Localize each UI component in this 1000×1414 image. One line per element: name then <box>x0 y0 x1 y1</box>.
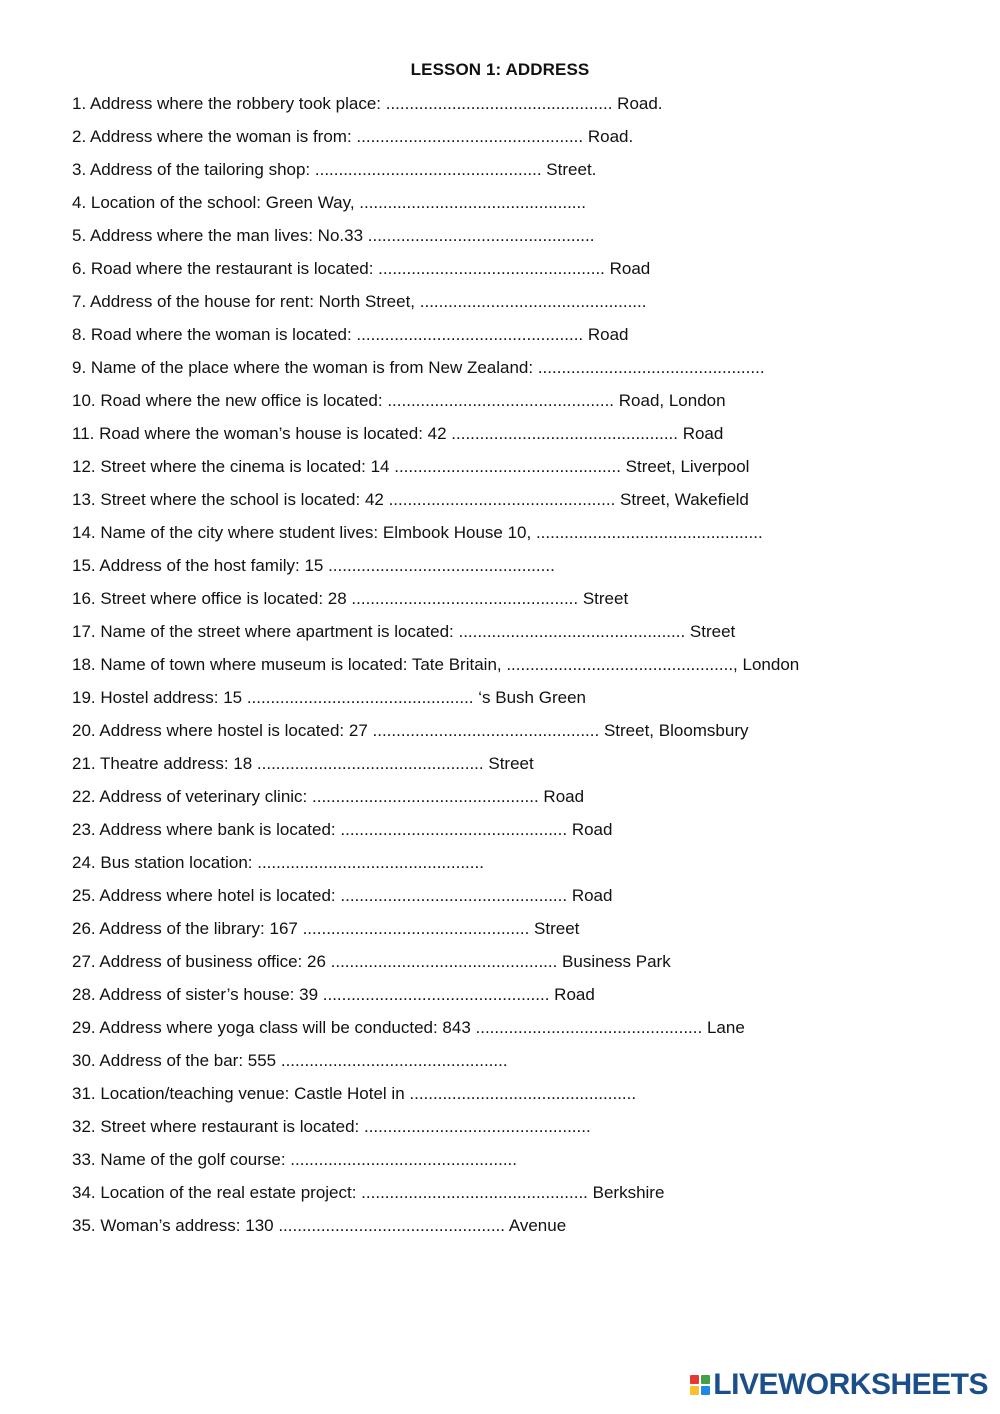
question-item: 15. Address of the host family: 15 ................................................ <box>72 556 555 575</box>
worksheet-title: LESSON 1: ADDRESS <box>410 60 590 79</box>
question-item: 19. Hostel address: 15 ................................................ ‘s Bush Green <box>72 688 586 707</box>
question-item: 34. Location of the real estate project: ................................................ Berkshire <box>72 1183 665 1202</box>
logo-text: LIVEWORKSHEETS <box>713 1368 988 1401</box>
question-item: 14. Name of the city where student lives: Elmbook House 10, ................................................ <box>72 523 763 542</box>
question-item: 33. Name of the golf course: ................................................ <box>72 1150 517 1169</box>
question-item: 29. Address where yoga class will be conducted: 843 ................................................ Lane <box>72 1018 745 1037</box>
question-item: 11. Road where the woman’s house is located: 42 ................................................ Road <box>72 424 724 443</box>
question-item: 5. Address where the man lives: No.33 ................................................ <box>72 226 595 245</box>
question-item: 10. Road where the new office is located: ................................................ Road, London <box>72 391 726 410</box>
question-item: 26. Address of the library: 167 ................................................ Street <box>72 919 580 938</box>
question-item: 20. Address where hostel is located: 27 ................................................ Street, Bloomsbury <box>72 721 749 740</box>
liveworksheets-logo <box>690 1368 988 1402</box>
question-item: 2. Address where the woman is from: ................................................ Road. <box>72 127 634 146</box>
logo-square-green <box>701 1375 710 1384</box>
question-item: 7. Address of the house for rent: North Street, ................................................ <box>72 292 647 311</box>
question-item: 22. Address of veterinary clinic: ................................................ Road <box>72 787 585 806</box>
question-item: 31. Location/teaching venue: Castle Hotel in ................................................ <box>72 1084 637 1103</box>
question-item: 25. Address where hotel is located: ................................................ Road <box>72 886 613 905</box>
question-item: 21. Theatre address: 18 ................................................ Street <box>72 754 534 773</box>
question-item: 4. Location of the school: Green Way, ................................................ <box>72 193 586 212</box>
question-item: 23. Address where bank is located: ................................................ Road <box>72 820 613 839</box>
question-item: 24. Bus station location: ................................................ <box>72 853 484 872</box>
question-item: 16. Street where office is located: 28 ................................................ Street <box>72 589 629 608</box>
logo-square-yellow <box>690 1386 699 1395</box>
question-item: 6. Road where the restaurant is located: ................................................ Road <box>72 259 651 278</box>
question-item: 30. Address of the bar: 555 ................................................ <box>72 1051 508 1070</box>
question-item: 1. Address where the robbery took place: ................................................ Road. <box>72 94 663 113</box>
liveworksheets-logo-icon <box>690 1375 710 1395</box>
logo-square-red <box>690 1375 699 1384</box>
question-item: 35. Woman’s address: 130 ................................................ Avenue <box>72 1216 567 1235</box>
question-item: 32. Street where restaurant is located: ................................................ <box>72 1117 591 1136</box>
question-item: 12. Street where the cinema is located: 14 ................................................ Street, Liverpool <box>72 457 750 476</box>
logo-square-blue <box>701 1386 710 1395</box>
question-item: 3. Address of the tailoring shop: ................................................ Street. <box>72 160 597 179</box>
question-item: 18. Name of town where museum is located: Tate Britain, ................................................, London <box>72 655 800 674</box>
question-item: 13. Street where the school is located: 42 ................................................ Street, Wakefield <box>72 490 749 509</box>
question-list <box>72 92 799 1247</box>
question-item: 8. Road where the woman is located: ................................................ Road <box>72 325 629 344</box>
question-item: 9. Name of the place where the woman is from New Zealand: ................................................ <box>72 358 765 377</box>
question-item: 27. Address of business office: 26 ................................................ Business Park <box>72 952 671 971</box>
question-item: 17. Name of the street where apartment is located: ................................................ Street <box>72 622 736 641</box>
question-item: 28. Address of sister’s house: 39 ................................................ Road <box>72 985 595 1004</box>
